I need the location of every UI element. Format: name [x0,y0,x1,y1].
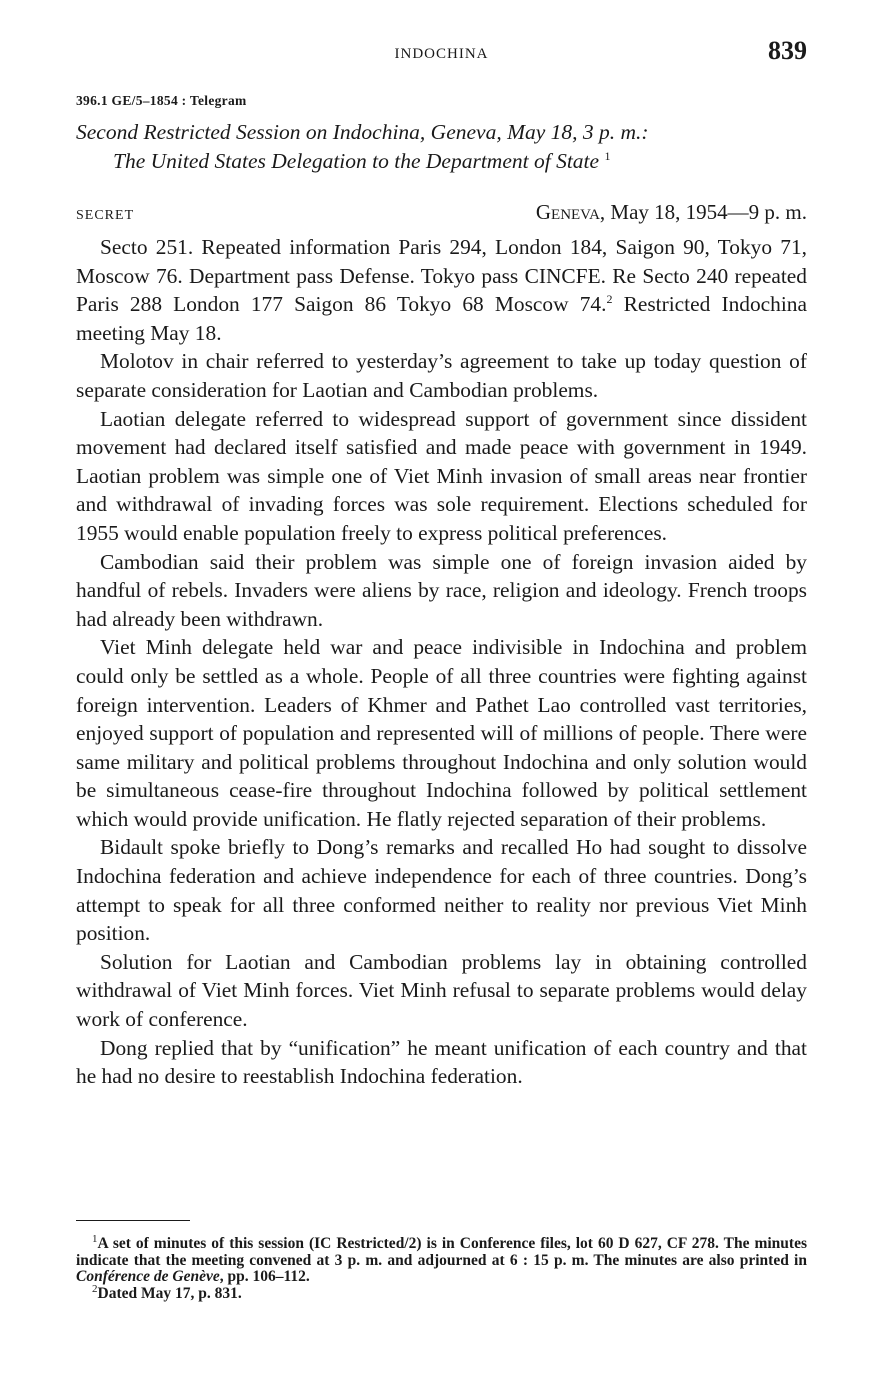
footnote-1-tail: , pp. 106–112. [219,1268,310,1286]
paragraph-3: Laotian delegate referred to widespread support of government since dissident movement had declared itself satisfied and made peace with government in 1949. Laotian problem was simple one of Viet Minh invasion of small areas near frontier and withdrawal of invading forces was sole requirement. Elections scheduled for 1955 would enable population freely to express political preferences. [76,406,807,545]
footnote-1-italic: Conférence de Genève [76,1268,220,1286]
paragraph-1 [76,233,807,347]
footnote-2-text: Dated May 17, p. 831. [97,1284,242,1302]
file-number: 396.1 GE/5–1854 : Telegram [76,93,247,108]
footnotes [76,1232,807,1302]
classification-label: SECRET [76,208,135,223]
footnote-2 [76,1282,807,1303]
paragraph-7: Solution for Laotian and Cambodian problems lay in obtaining controlled withdrawal of Viet Minh forces. Viet Minh refusal to separate problems would delay work of conference. [76,949,807,1032]
page-header [76,36,807,76]
footnote-divider [76,1220,190,1221]
telegram-body [76,233,807,1091]
paragraph-1-text: Secto 251. Repeated information Paris 294, London 184, Saigon 90, Tokyo 71, Moscow 76. Department pass Defense. Tokyo pass CINCFE. Re Secto 240 repeated Paris 288 London 177 Saigon 86 Tokyo 68 Moscow 74. [76,235,807,317]
paragraph-8: Dong replied that by “unification” he meant unification of each country and that he had no desire to reestablish Indochina federation. [76,1035,807,1089]
dateline-date: May 18, 1954—9 p. m. [605,200,807,224]
dateline-place: Geneva, [535,200,606,224]
running-head: INDOCHINA [394,46,489,62]
title-footnote-ref: 1 [604,148,611,163]
footnote-1-text: A set of minutes of this session (IC Restricted/2) is in Conference files, lot 60 D 627, CF 278. The minutes indicate that the meeting convened at 3 p. m. and adjourned at 6 : 15 p. m. The minutes are also printed in [76,1235,807,1269]
footnote-ref-2: 2 [606,292,613,307]
page-number: 839 [768,36,807,65]
paragraph-5: Viet Minh delegate held war and peace indivisible in Indochina and problem could only be settled as a whole. People of all three countries were fighting against foreign intervention. Leaders of Khmer and Pathet Lao controlled vast territories, enjoyed support of population and represented will of millions of people. There were same military and political problems throughout Indochina and only solution would be simultaneous cease-fire throughout Indochina followed by political settlement which would provide unification. He flatly rejected separation of their problems. [76,635,807,831]
title-line-2 [76,147,807,176]
document-title [76,118,807,176]
title-line-2-text: The United States Delegation to the Department of State [113,149,600,173]
paragraph-2: Molotov in chair referred to yesterday’s agreement to take up today question of separate consideration for Laotian and Cambodian problems. [76,349,807,402]
footnote-2-marker: 2 [92,1282,98,1295]
dateline [536,200,807,225]
title-line-1: Second Restricted Session on Indochina, Geneva, May 18, 3 p. m.: [76,120,649,144]
footnote-1-marker: 1 [92,1232,98,1245]
paragraph-4: Cambodian said their problem was simple one of foreign invasion aided by handful of rebels. Invaders were aliens by race, religion and ideology. French troops had already been withdrawn. [76,549,807,631]
footnote-1 [76,1232,807,1286]
paragraph-6: Bidault spoke briefly to Dong’s remarks and recalled Ho had sought to dissolve Indochina federation and achieve independence for each of three countries. Dong’s attempt to speak for all three conformed neither to reality nor previous Viet Minh position. [76,835,807,946]
paragraph-1-tail: Restricted Indochina meeting May 18. [76,292,807,345]
